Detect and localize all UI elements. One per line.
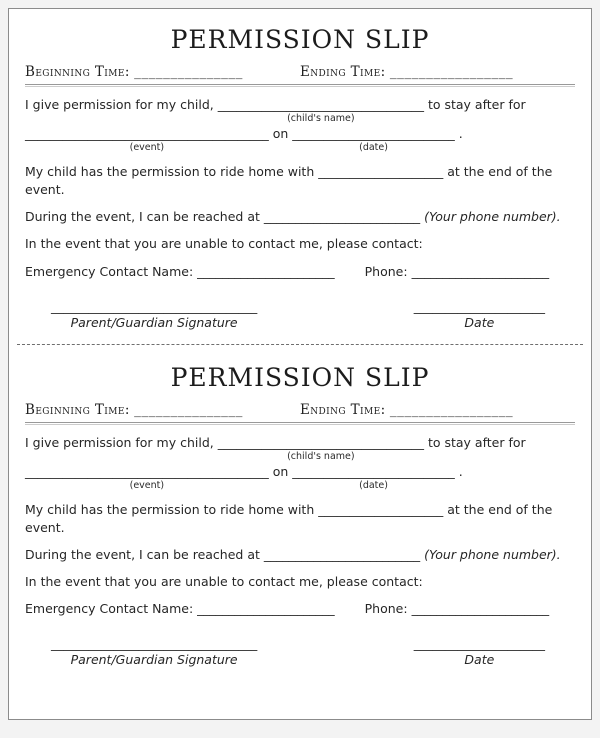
beginning-time-blank: _______________: [134, 64, 243, 80]
times-row: [25, 64, 575, 80]
child-name-caption: (child's name): [287, 113, 355, 125]
signature-blank: _________________________________: [51, 636, 258, 652]
child-name-caption: (child's name): [287, 450, 355, 462]
event-blank: _______________________________________: [25, 463, 269, 479]
event-caption: (event): [129, 479, 165, 491]
event-caption: (event): [129, 142, 165, 154]
ending-time-field: [300, 64, 575, 80]
on-text: on: [272, 126, 289, 142]
permission-slip: [25, 11, 575, 330]
emergency-phone-blank: ______________________: [411, 263, 550, 279]
event-field: [25, 463, 269, 492]
permission-statement: [25, 434, 575, 492]
beginning-time-label: Beginning Time:: [25, 64, 130, 80]
slip-title: PERMISSION SLIP: [170, 362, 430, 392]
emergency-contact-row: [25, 263, 575, 281]
permission-statement: [25, 96, 575, 154]
emergency-name-blank: ______________________: [197, 263, 335, 279]
ride-home-blank: ____________________: [318, 501, 444, 517]
signature-field: [51, 636, 257, 667]
phone-note-text: (Your phone number).: [424, 547, 561, 563]
beginning-time-blank: _______________: [134, 401, 243, 418]
beginning-time-field: [25, 64, 300, 80]
child-name-blank: _________________________________: [217, 434, 424, 450]
unable-contact-statement: In the event that you are unable to contact me, please contact:: [25, 236, 423, 252]
beginning-time-label: Beginning Time:: [25, 401, 130, 418]
signature-date-blank: _____________________: [413, 636, 545, 652]
ending-time-label: Ending Time:: [300, 401, 386, 418]
beginning-time-field: [25, 402, 300, 418]
emergency-name-label: Emergency Contact Name:: [25, 263, 194, 279]
signature-date-field: [414, 636, 545, 667]
ride-home-suffix-text: at the end of the event.: [25, 164, 553, 198]
ending-time-field: [300, 402, 575, 418]
ride-home-prefix-text: My child has the permission to ride home with: [25, 164, 315, 180]
date-field: [292, 125, 455, 154]
date-caption: (date): [359, 479, 388, 491]
permission-slip-page: [8, 8, 592, 720]
emergency-name-blank: ______________________: [197, 601, 335, 617]
permission-statement-line2: [25, 463, 575, 492]
signature-date-field: [414, 299, 545, 330]
stay-after-text: to stay after for: [427, 97, 526, 112]
emergency-phone-blank: ______________________: [411, 601, 550, 617]
emergency-contact-row: [25, 600, 575, 618]
reached-phone-blank: _________________________: [263, 209, 421, 225]
signature-field: [51, 299, 257, 330]
on-text: on: [272, 463, 289, 479]
ride-home-statement: [25, 501, 575, 537]
reached-prefix-text: During the event, I can be reached at: [25, 209, 260, 225]
reached-at-statement: [25, 546, 575, 564]
signature-blank: _________________________________: [51, 298, 258, 314]
ending-time-blank: _________________: [389, 64, 514, 80]
date-blank: __________________________: [292, 126, 455, 142]
date-caption: (date): [359, 142, 388, 154]
sentence-period: .: [458, 126, 463, 142]
signature-label: Parent/Guardian Signature: [70, 652, 238, 668]
reached-phone-blank: _________________________: [263, 547, 421, 563]
child-name-blank: _________________________________: [217, 97, 424, 112]
tear-off-cut-line: [17, 344, 583, 345]
event-blank: _______________________________________: [25, 126, 269, 142]
ride-home-suffix-text: at the end of the event.: [25, 501, 553, 535]
emergency-phone-label: Phone:: [364, 263, 408, 279]
reached-at-statement: [25, 208, 575, 226]
ending-time-label: Ending Time:: [300, 64, 386, 80]
signature-label: Parent/Guardian Signature: [70, 314, 238, 330]
emergency-phone-label: Phone:: [364, 601, 408, 617]
unable-contact-statement: In the event that you are unable to contact me, please contact:: [25, 574, 423, 590]
ride-home-prefix-text: My child has the permission to ride home with: [25, 501, 315, 517]
child-name-field: [218, 96, 424, 125]
stay-after-text: to stay after for: [427, 434, 526, 450]
signature-date-label: Date: [464, 652, 495, 668]
slip-title: PERMISSION SLIP: [170, 25, 430, 54]
permission-statement-line1: [25, 96, 575, 125]
phone-note-text: (Your phone number).: [424, 209, 561, 225]
signature-row: [25, 636, 575, 667]
date-blank: __________________________: [292, 463, 455, 479]
sentence-period: .: [458, 463, 463, 479]
header-divider: [25, 84, 575, 87]
signature-date-label: Date: [464, 314, 495, 330]
header-divider: [25, 422, 575, 425]
signature-row: [25, 299, 575, 330]
permission-statement-line2: [25, 125, 575, 154]
signature-date-blank: _____________________: [413, 298, 545, 314]
ride-home-statement: [25, 163, 575, 199]
emergency-name-label: Emergency Contact Name:: [25, 601, 194, 617]
ride-home-blank: ____________________: [318, 164, 444, 180]
date-field: [292, 463, 455, 492]
event-field: [25, 125, 269, 154]
times-row: [25, 402, 575, 418]
ending-time-blank: _________________: [389, 401, 514, 418]
child-name-field: [218, 434, 424, 463]
permission-prefix-text: I give permission for my child,: [25, 434, 214, 450]
permission-slip: [25, 349, 575, 668]
reached-prefix-text: During the event, I can be reached at: [25, 547, 260, 563]
permission-prefix-text: I give permission for my child,: [25, 97, 214, 112]
permission-statement-line1: [25, 434, 575, 463]
